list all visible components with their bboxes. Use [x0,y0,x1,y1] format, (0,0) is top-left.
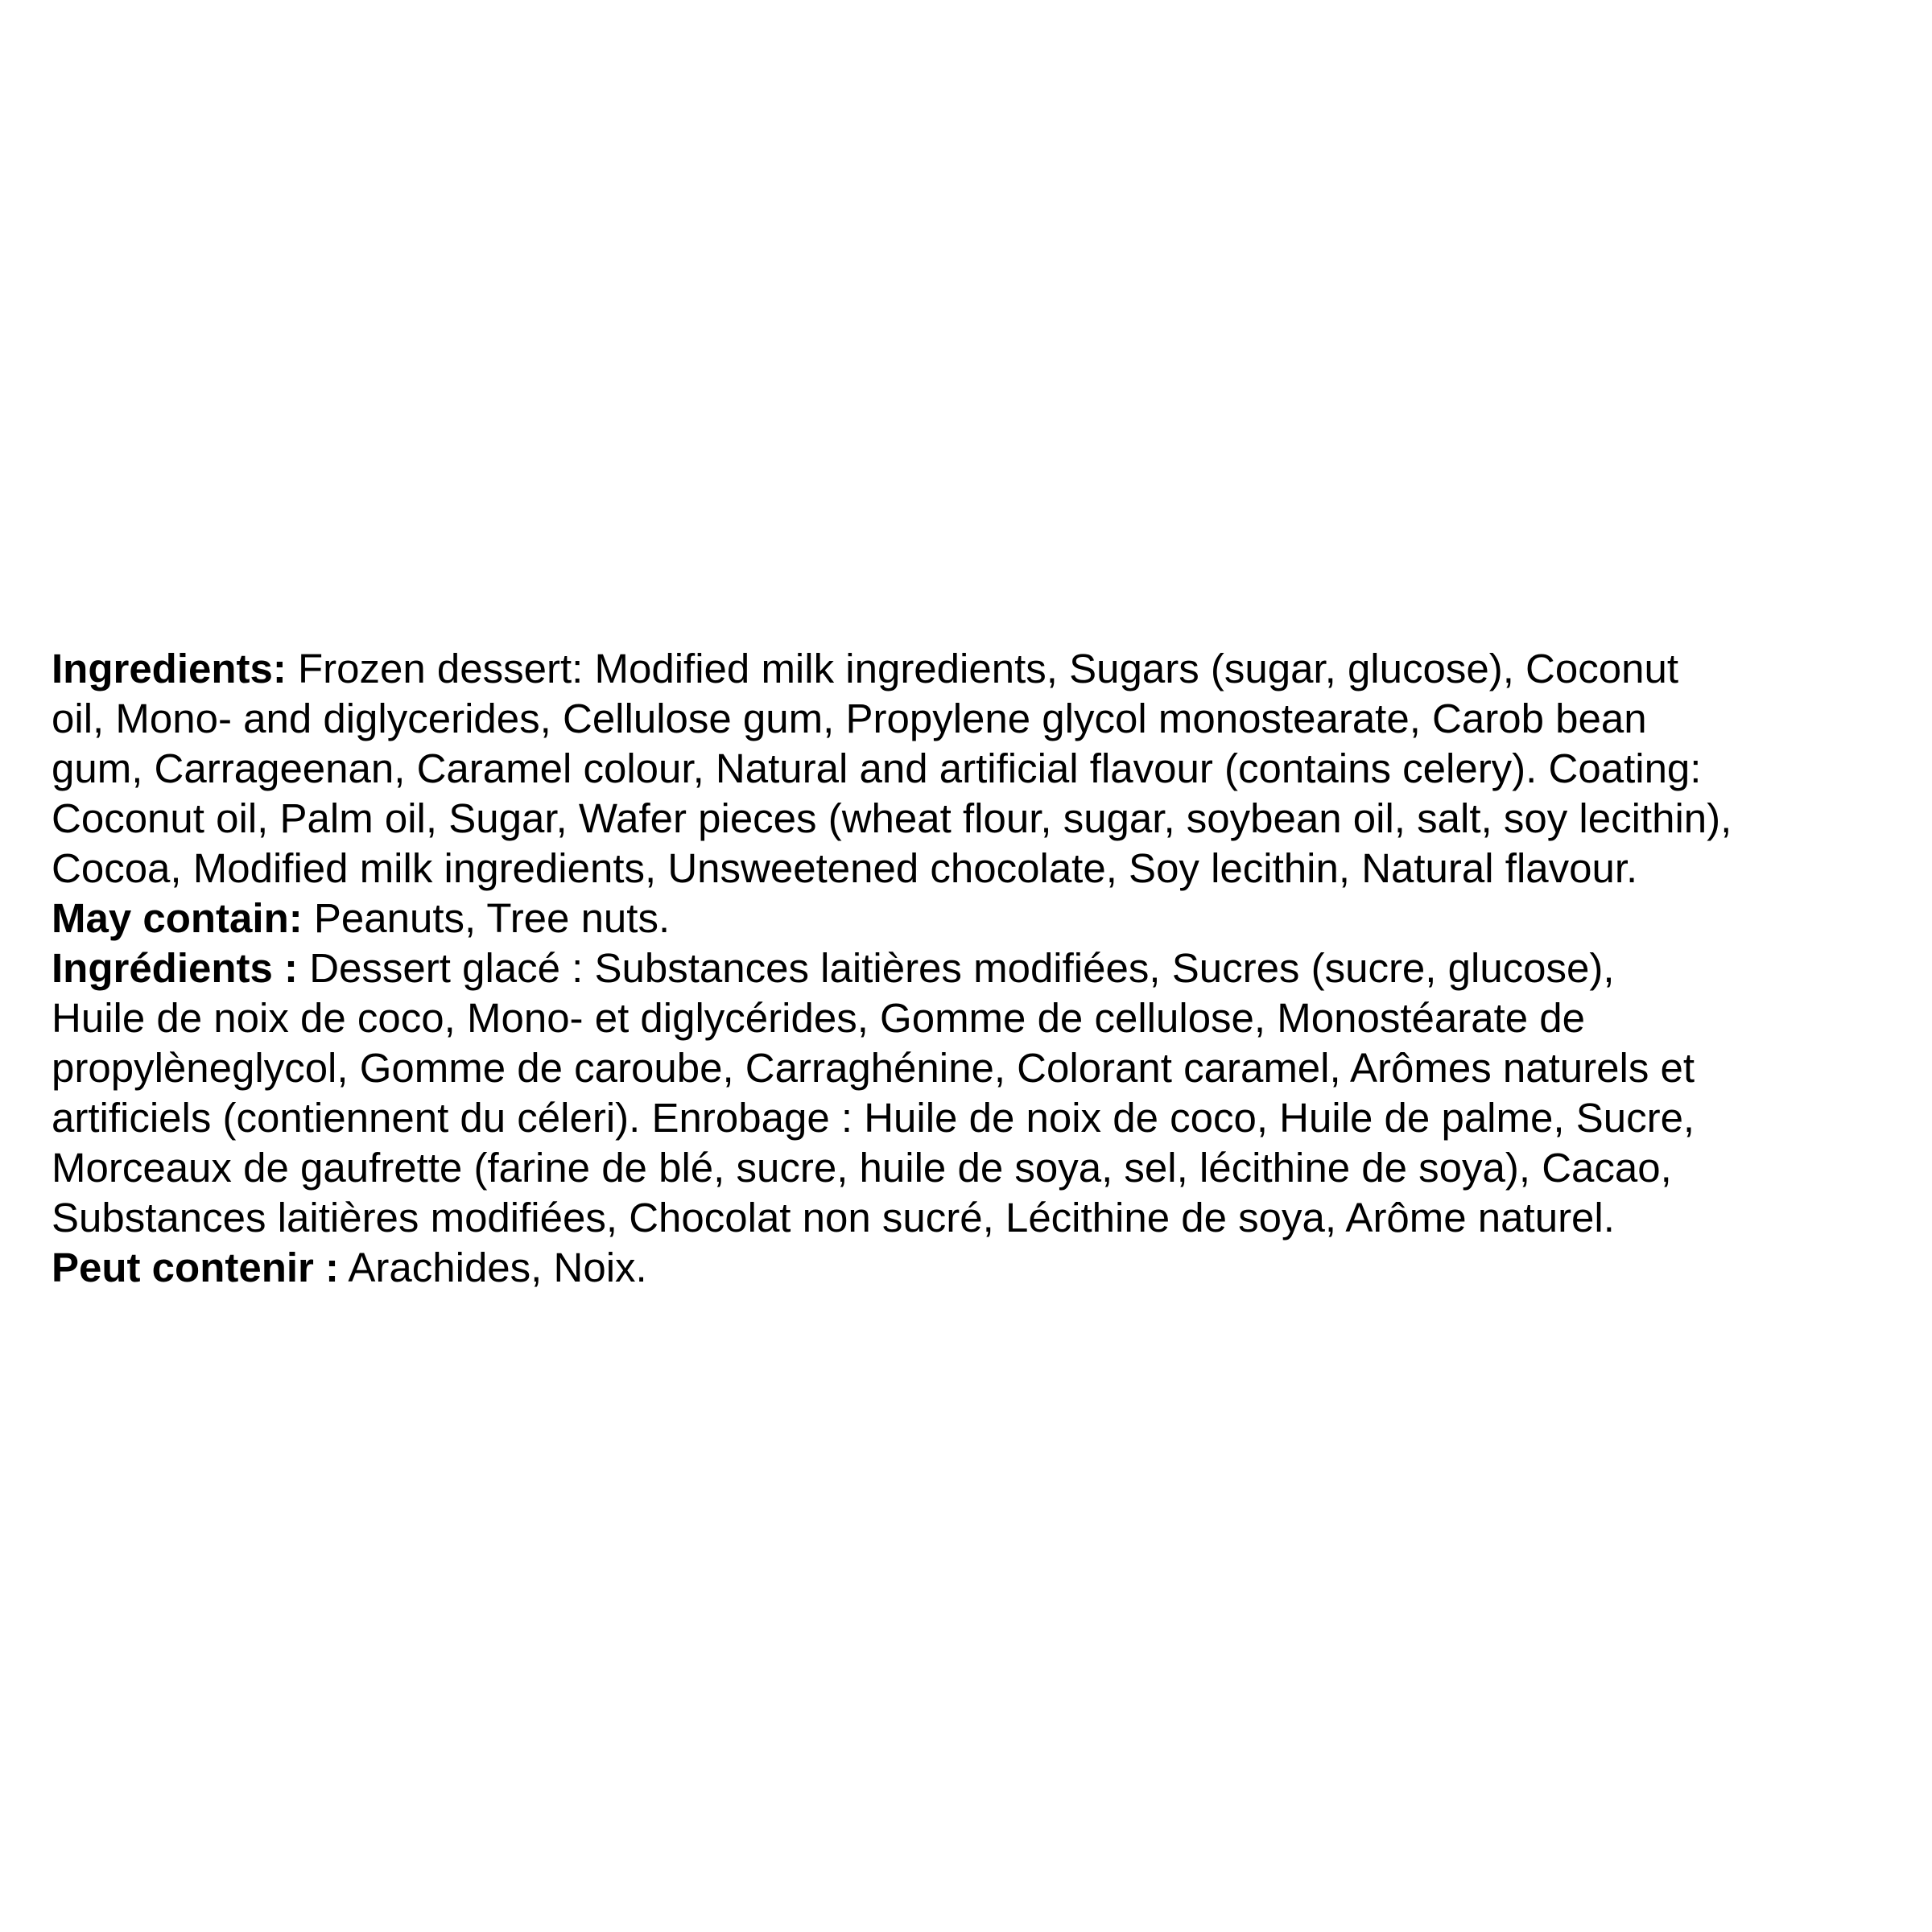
french-ingredients-line-2: Huile de noix de coco, Mono- et diglycérides, Gomme de cellulose, Monostéarate de [52,995,1586,1041]
english-ingredients-text: Frozen dessert: Modified milk ingredients, Sugars (sugar, glucose), Coconut [286,646,1679,691]
english-ingredients-line-4: Coconut oil, Palm oil, Sugar, Wafer pieces (wheat flour, sugar, soybean oil, salt, soy lecithin), [52,795,1732,841]
english-may-contain-text: Peanuts, Tree nuts. [302,895,671,941]
french-ingredients-text: Dessert glacé : Substances laitières modifiées, Sucres (sucre, glucose), [298,945,1615,991]
french-ingredients-line-1 [52,943,1903,993]
french-ingredients-line-6: Substances laitières modifiées, Chocolat non sucré, Lécithine de soya, Arôme naturel. [52,1195,1615,1241]
english-ingredients-line-3: gum, Carrageenan, Caramel colour, Natural and artificial flavour (contains celery). Coating: [52,745,1702,791]
french-may-contain [52,1243,1903,1293]
french-ingredients-line-5: Morceaux de gaufrette (farine de blé, sucre, huile de soya, sel, lécithine de soya), Cacao, [52,1145,1672,1191]
english-may-contain [52,894,1903,943]
french-may-contain-text: Arachides, Noix. [339,1245,647,1290]
french-ingredients-line-4: artificiels (contiennent du céleri). Enrobage : Huile de noix de coco, Huile de palme, Sucre, [52,1095,1695,1141]
ingredients-panel [52,644,1903,1293]
english-ingredients-label: Ingredients: [52,646,287,691]
english-ingredients-line-2: oil, Mono- and diglycerides, Cellulose gum, Propylene glycol monostearate, Carob bean [52,696,1647,741]
english-ingredients-line-1 [52,644,1903,694]
english-ingredients-line-5: Cocoa, Modified milk ingredients, Unsweetened chocolate, Soy lecithin, Natural flavour. [52,845,1638,891]
english-may-contain-label: May contain: [52,895,303,941]
french-ingredients-line-3: propylèneglycol, Gomme de caroube, Carraghénine, Colorant caramel, Arômes naturels et [52,1045,1695,1091]
french-may-contain-label: Peut contenir : [52,1245,340,1290]
french-ingredients-label: Ingrédients : [52,945,299,991]
